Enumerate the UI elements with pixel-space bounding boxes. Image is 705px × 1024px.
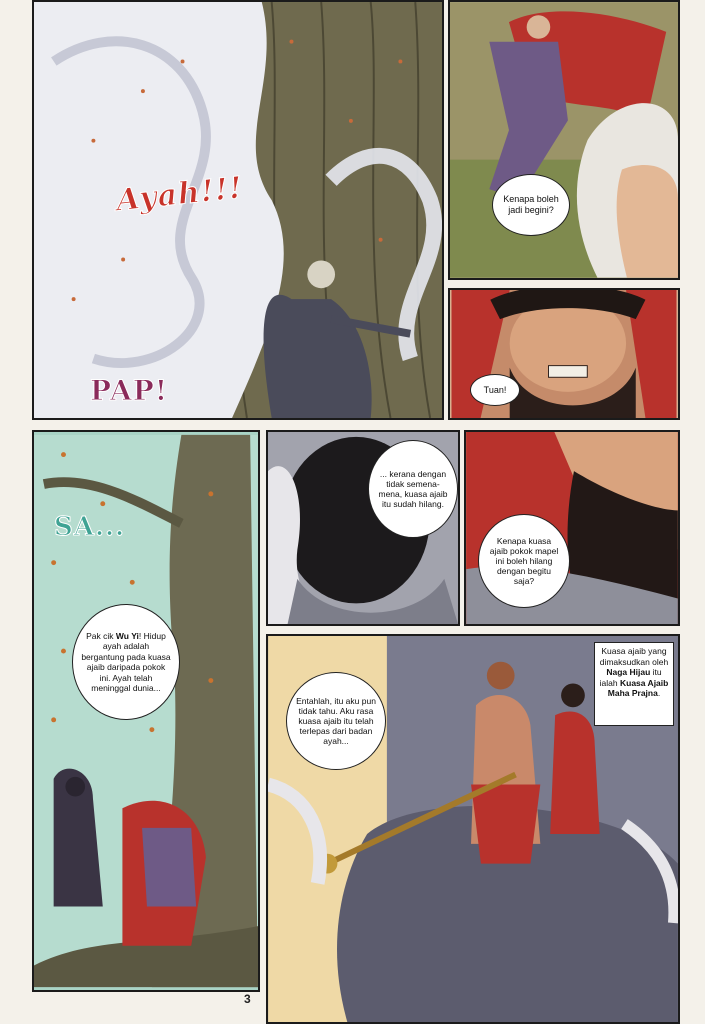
balloon-text <box>81 631 171 694</box>
sfx-ayah: Ayah!!! <box>114 170 245 219</box>
panel-2-art <box>450 2 678 278</box>
panel-1-art <box>34 2 442 418</box>
panel-5 <box>266 430 460 626</box>
caption-part2: itu ialah <box>599 667 662 688</box>
balloon-name: Wu Yi <box>115 630 139 641</box>
balloon-pak-cik <box>72 604 180 720</box>
balloon-text: Tuan! <box>483 384 507 395</box>
balloon-kenapa-pokok <box>478 514 570 608</box>
panel-2 <box>448 0 680 280</box>
caption-part3: . <box>657 688 661 698</box>
balloon-kerana <box>368 440 458 538</box>
balloon-prefix: Pak cik <box>86 630 114 641</box>
panel-4 <box>32 430 260 992</box>
balloon-entahlah <box>286 672 386 770</box>
sfx-sa: SA... <box>54 512 126 542</box>
caption-bold2: Kuasa Ajaib Maha Prajna <box>607 677 669 698</box>
balloon-text: Kenapa boleh jadi begini? <box>503 194 559 215</box>
sfx-pap: PAP! <box>90 374 169 407</box>
balloon-kenapa-begini <box>492 174 570 236</box>
caption-part1: Kuasa ajaib yang dimaksudkan oleh <box>599 646 669 667</box>
caption-box <box>594 642 674 726</box>
page-number-footer: 3 <box>244 992 251 1006</box>
panel-3 <box>448 288 680 420</box>
balloon-text: Entahlah, itu aku pun tidak tahu. Aku rasa kuasa ajaib itu telah terlepas dari badan ayah... <box>296 696 376 746</box>
panel-6 <box>464 430 680 626</box>
balloon-text: Kenapa kuasa ajaib pokok mapel ini boleh hilang dengan begitu saja? <box>489 536 559 586</box>
balloon-rest: ! Hidup ayah adalah bergantung pada kuasa ajaib daripada pokok ini. Ayah telah meninggal dunia... <box>81 630 171 693</box>
balloon-tuan <box>470 374 520 406</box>
balloon-text: ... kerana dengan tidak semena-mena, kuasa ajaib itu sudah hilang. <box>378 469 448 509</box>
caption-bold1: Naga Hijau <box>606 667 651 677</box>
panel-1 <box>32 0 444 420</box>
panel-7 <box>266 634 680 1024</box>
